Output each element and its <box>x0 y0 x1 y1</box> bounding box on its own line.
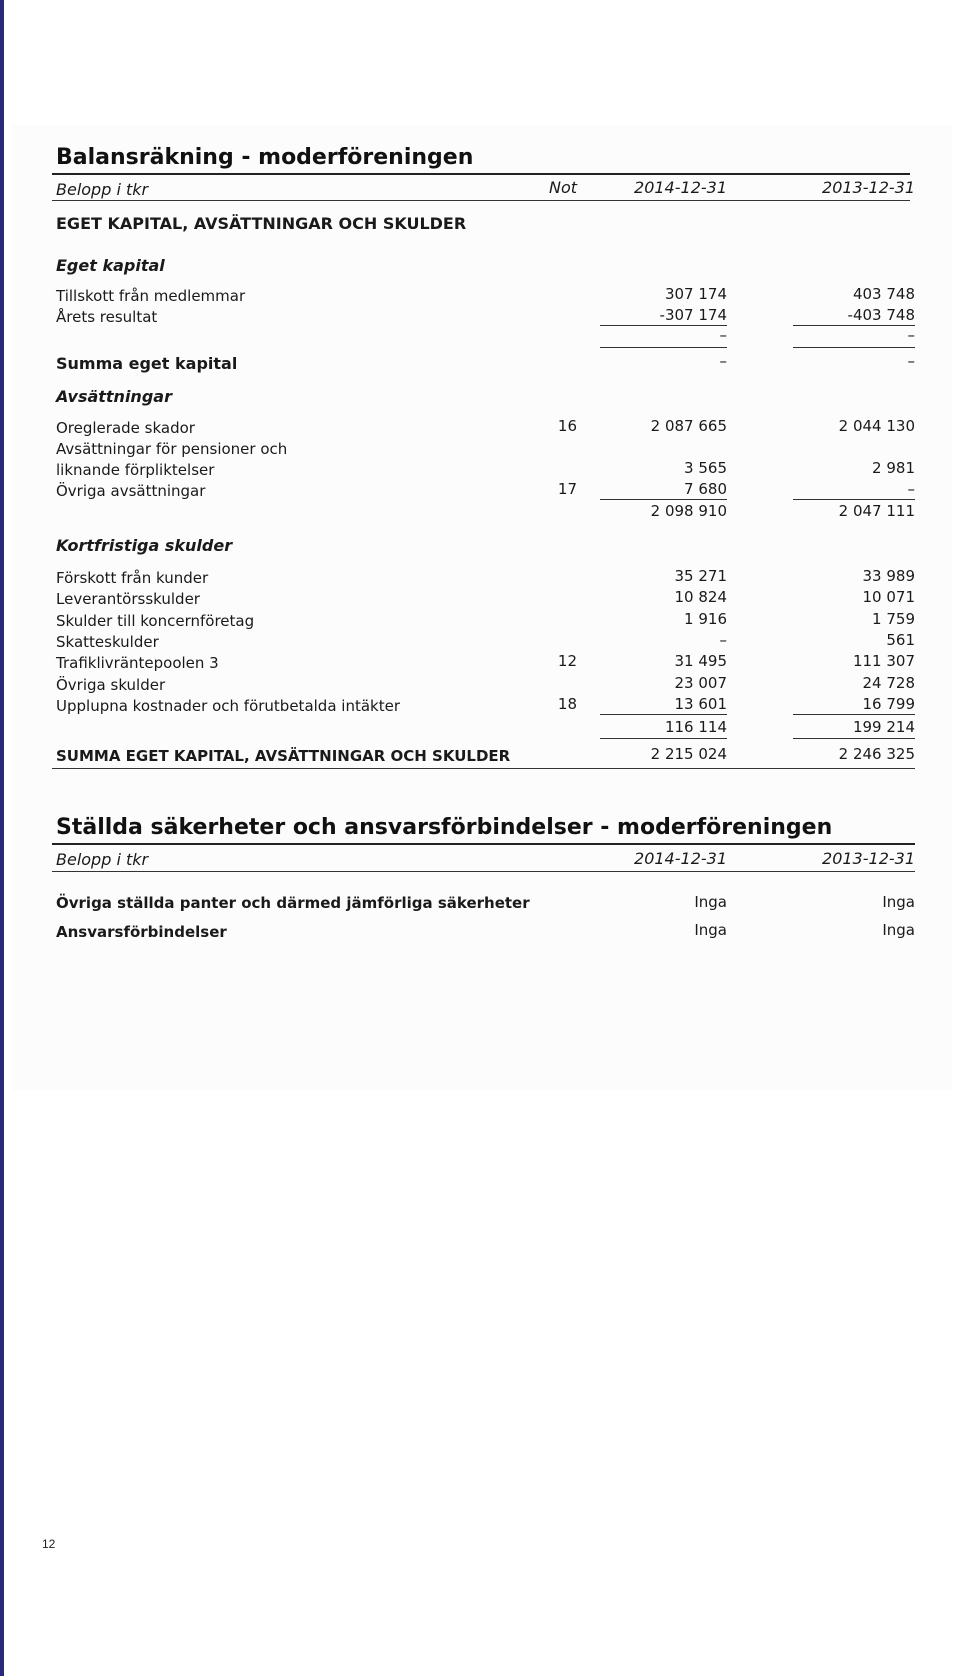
provisions-total-c1: 2 098 910 <box>650 502 727 520</box>
provision-row-label: Oreglerade skador <box>56 419 195 437</box>
pledges-col2-header: 2013-12-31 <box>822 849 915 868</box>
liability-row-c2: 1 759 <box>872 610 915 628</box>
header-rule <box>52 200 910 201</box>
provision-row-c2: 2 981 <box>872 459 915 477</box>
liability-row-c1: 35 271 <box>674 567 727 585</box>
equity-sum-label: Summa eget kapital <box>56 354 238 373</box>
pledges-col1-header: 2014-12-31 <box>634 849 727 868</box>
equity-sum-c1: – <box>719 352 727 370</box>
pledges-title-rule <box>52 843 915 845</box>
title-rule <box>52 173 910 175</box>
liabilities-total-c2: 199 214 <box>852 718 915 736</box>
provision-row-c1: 3 565 <box>684 459 727 477</box>
liability-row-c2: 16 799 <box>862 695 915 713</box>
equity-row-c1: -307 174 <box>659 306 727 324</box>
equity-row-c1: 307 174 <box>664 285 727 303</box>
liability-row-c2: 24 728 <box>862 674 915 692</box>
liability-row-c2: 10 071 <box>862 588 915 606</box>
note-header: Not <box>548 178 577 197</box>
provision-row-c2: – <box>907 480 915 498</box>
underline <box>600 714 727 715</box>
provisions-title: Avsättningar <box>56 387 172 406</box>
equity-sum-c2: – <box>907 352 915 370</box>
liability-row-c1: 23 007 <box>674 674 727 692</box>
equity-subtotal-c1: – <box>719 326 727 344</box>
liability-row-c1: 1 916 <box>684 610 727 628</box>
provision-row-label: Avsättningar för pensioner och <box>56 440 288 458</box>
pledge-row-c2: Inga <box>882 893 915 911</box>
underline <box>793 347 915 348</box>
pledges-unit-label: Belopp i tkr <box>56 850 149 869</box>
grand-total-label: SUMMA EGET KAPITAL, AVSÄTTNINGAR OCH SKULDER <box>56 747 511 765</box>
liability-row-c1: – <box>719 631 727 649</box>
liability-row-note: 18 <box>557 695 577 713</box>
liability-row-c2: 111 307 <box>852 652 915 670</box>
unit-label: Belopp i tkr <box>56 180 149 199</box>
liability-row-label: Förskott från kunder <box>56 569 209 587</box>
underline <box>793 714 915 715</box>
liability-row-c2: 33 989 <box>862 567 915 585</box>
col1-header: 2014-12-31 <box>634 178 727 197</box>
grand-total-c2: 2 246 325 <box>838 745 915 763</box>
provision-row-note: 17 <box>557 480 577 498</box>
liability-row-label: Leverantörsskulder <box>56 590 200 608</box>
provisions-total-c2: 2 047 111 <box>838 502 915 520</box>
pledge-row-label: Ansvarsförbindelser <box>56 923 227 941</box>
liability-row-label: Skulder till koncernföretag <box>56 612 255 630</box>
underline <box>793 499 915 500</box>
liability-row-label: Upplupna kostnader och förutbetalda intäkter <box>56 697 400 715</box>
grand-total-c1: 2 215 024 <box>650 745 727 763</box>
page-number: 12 <box>42 1537 56 1551</box>
equity-row-c2: 403 748 <box>852 285 915 303</box>
equity-row-label: Tillskott från medlemmar <box>56 287 246 305</box>
pledge-row-c2: Inga <box>882 921 915 939</box>
pledges-title: Ställda säkerheter och ansvarsförbindelser - moderföreningen <box>56 815 833 840</box>
left-border <box>0 0 4 1676</box>
underline <box>793 738 915 739</box>
equity-row-c2: -403 748 <box>847 306 915 324</box>
liability-row-c1: 13 601 <box>674 695 727 713</box>
pledges-header-rule <box>52 871 915 872</box>
section-title: EGET KAPITAL, AVSÄTTNINGAR OCH SKULDER <box>56 214 467 233</box>
liability-row-c1: 10 824 <box>674 588 727 606</box>
pledge-row-c1: Inga <box>694 893 727 911</box>
liabilities-title: Kortfristiga skulder <box>56 536 233 555</box>
liability-row-label: Trafiklivräntepoolen 3 <box>56 654 219 672</box>
provision-row-label: Övriga avsättningar <box>56 482 206 500</box>
liability-row-note: 12 <box>557 652 577 670</box>
provision-row-c1: 2 087 665 <box>650 417 727 435</box>
underline <box>600 499 727 500</box>
provision-row-c1: 7 680 <box>684 480 727 498</box>
liabilities-total-c1: 116 114 <box>664 718 727 736</box>
underline <box>600 738 727 739</box>
equity-title: Eget kapital <box>56 256 165 275</box>
liability-row-c2: 561 <box>886 631 915 649</box>
pledge-row-label: Övriga ställda panter och därmed jämförliga säkerheter <box>56 894 530 912</box>
liability-row-label: Övriga skulder <box>56 676 166 694</box>
col2-header: 2013-12-31 <box>822 178 915 197</box>
underline <box>600 347 727 348</box>
balance-title: Balansräkning - moderföreningen <box>56 145 474 170</box>
equity-subtotal-c2: – <box>907 326 915 344</box>
liability-row-label: Skatteskulder <box>56 633 159 651</box>
grand-total-rule <box>52 768 915 769</box>
pledge-row-c1: Inga <box>694 921 727 939</box>
provision-row-c2: 2 044 130 <box>838 417 915 435</box>
provision-row-note: 16 <box>557 417 577 435</box>
equity-row-label: Årets resultat <box>56 308 158 326</box>
liability-row-c1: 31 495 <box>674 652 727 670</box>
provision-row-label-cont: liknande förpliktelser <box>56 461 215 479</box>
